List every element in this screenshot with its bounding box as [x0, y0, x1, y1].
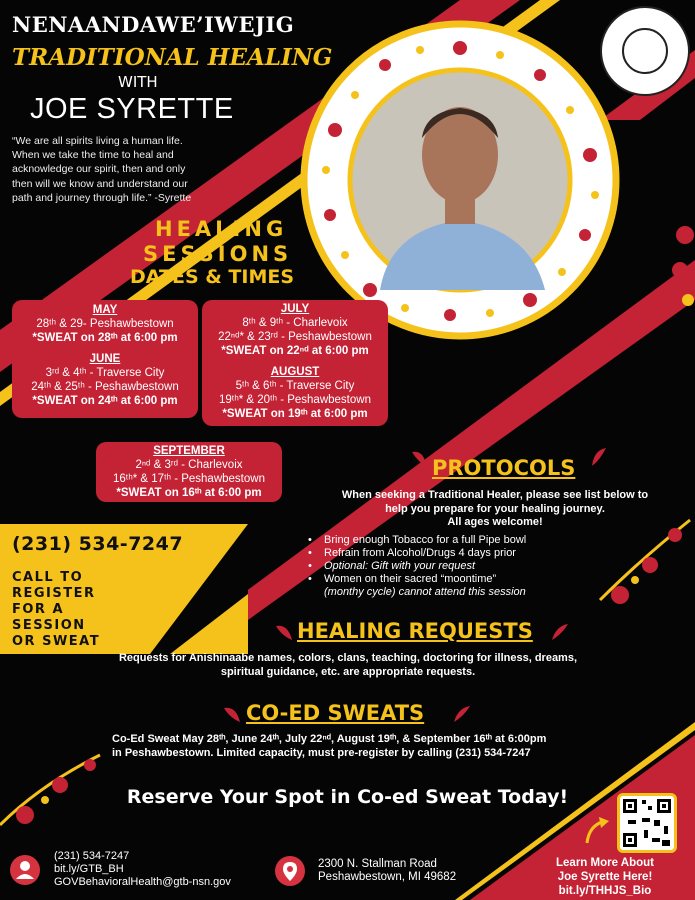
- footer-address2: Peshawbestown, MI 49682: [318, 871, 457, 883]
- call-phone-number[interactable]: (231) 534-7247: [12, 533, 184, 555]
- reserve-banner: Reserve Your Spot in Co-ed Sweat Today!: [126, 786, 569, 808]
- requests-text: [38, 651, 658, 679]
- title-line1: NENAANDAWE’IWEJIG: [12, 12, 295, 37]
- protocols-intro1: When seeking a Traditional Healer, please see list below to: [341, 489, 649, 501]
- footer-contact: [54, 850, 231, 889]
- september-sweat: *SWEAT on 16ᵗʰ at 6:00 pm: [116, 487, 262, 499]
- sessions-heading-line2: SESSIONS: [143, 242, 293, 266]
- sweats-text2a: in Peshawbestown. Limited capacity,: [112, 747, 309, 759]
- protocols-heading: PROTOCOLS: [432, 456, 576, 480]
- floral-decoration-right: [590, 500, 695, 615]
- protocol-item: • Women on their sacred “moontime”: [308, 573, 628, 586]
- sweats-text1: Co-Ed Sweat May 28ᵗʰ, June 24ᵗʰ, July 22ⁿᵈ, August 19ᵗʰ, & September 16ᵗʰ at 6:00pm: [112, 733, 547, 745]
- leaf-icon-left: [224, 708, 240, 722]
- footer-link[interactable]: bit.ly/GTB_BH: [54, 863, 124, 875]
- sweats-heading: CO-ED SWEATS: [246, 701, 425, 725]
- protocol-item-sub: (monthy cycle) cannot attend this session: [324, 586, 526, 598]
- person-icon: [10, 855, 40, 885]
- schedule-box-september: [96, 442, 282, 502]
- leaf-icon-right: [592, 448, 606, 466]
- protocol-item: • Bring enough Tobacco for a full Pipe bowl: [308, 534, 628, 547]
- month-may: MAY: [92, 304, 118, 316]
- protocols-intro3: All ages welcome!: [447, 516, 543, 528]
- may-sweat: *SWEAT on 28ᵗʰ at 6:00 pm: [32, 332, 178, 344]
- month-june: JUNE: [89, 353, 121, 365]
- learn-line2: Joe Syrette Here!: [557, 871, 653, 883]
- sessions-heading-line1: HEALING: [155, 217, 288, 241]
- learn-link[interactable]: bit.ly/THHJS_Bio: [558, 885, 652, 897]
- sessions-heading-line3: DATES & TIMES: [130, 266, 295, 288]
- september-dates2: 16ᵗʰ* & 17ᵗʰ - Peshawbestown: [113, 473, 265, 485]
- leaf-icon-left: [276, 626, 292, 640]
- sweats-text: [112, 732, 592, 760]
- floral-decoration-edge: [660, 215, 695, 310]
- month-august: AUGUST: [270, 366, 320, 378]
- july-sweat: *SWEAT on 22ⁿᵈ at 6:00 pm: [221, 345, 369, 357]
- title-line3: WITH: [118, 73, 158, 91]
- title-line4: JOE SYRETTE: [30, 93, 234, 125]
- call-line2: REGISTER: [12, 586, 96, 601]
- protocol-item: • Optional: Gift with your request: [308, 560, 628, 573]
- leaf-icon-left: [412, 452, 426, 466]
- requests-text1: Requests for Anishinaabe names, colors, clans, teaching, doctoring for illness, dreams,: [118, 652, 578, 664]
- leaf-icon-right: [454, 706, 470, 722]
- arrow-icon: [583, 815, 613, 845]
- protocols-intro2: help you prepare for your healing journey.: [385, 502, 605, 515]
- july-dates2: 22ⁿᵈ* & 23ʳᵈ - Peshawbestown: [218, 331, 372, 343]
- june-sweat: *SWEAT on 24ᵗʰ at 6:00 pm: [32, 395, 178, 407]
- july-dates1: 8ᵗʰ & 9ᵗʰ - Charlevoix: [242, 317, 348, 329]
- learn-more-text: [540, 856, 670, 898]
- protocols-list: [308, 534, 628, 599]
- call-line1: CALL TO: [12, 570, 84, 585]
- month-july: JULY: [280, 303, 310, 315]
- qr-code-icon: [620, 796, 674, 850]
- footer-address1: 2300 N. Stallman Road: [318, 858, 437, 870]
- footer-phone[interactable]: (231) 534-7247: [54, 850, 130, 862]
- sweats-text2: [112, 746, 592, 760]
- august-dates1: 5ᵗʰ & 6ᵗʰ - Traverse City: [235, 380, 355, 392]
- june-dates1: 3ʳᵈ & 4ᵗʰ - Traverse City: [45, 367, 165, 379]
- schedule-box-july-august: [202, 300, 388, 426]
- protocol-item: • Refrain from Alcohol/Drugs 4 days prior: [308, 547, 628, 560]
- month-september: SEPTEMBER: [153, 445, 225, 457]
- requests-heading: HEALING REQUESTS: [297, 619, 533, 643]
- september-dates1: 2ⁿᵈ & 3ʳᵈ - Charlevoix: [135, 459, 243, 471]
- call-line4: OR SWEAT: [12, 634, 101, 649]
- call-to-register-text: [12, 570, 142, 650]
- schedule-box-may-june: [12, 300, 198, 418]
- footer-email[interactable]: GOVBehavioralHealth@gtb-nsn.gov: [54, 876, 231, 888]
- portrait-medallion: [300, 20, 620, 340]
- syrette-quote: “We are all spirits living a human life. When we take the time to heal and acknowledge our spirit, then and only then will we know and understand our path and journey through life.” -Syrette: [12, 135, 192, 204]
- june-dates2: 24ᵗʰ & 25ᵗʰ - Peshawbestown: [31, 381, 179, 393]
- may-dates: 28ᵗʰ & 29- Peshawbestown: [36, 318, 174, 330]
- sweats-text2b: must pre-register by calling (231) 534-7247: [308, 747, 531, 759]
- footer-address: [318, 858, 456, 884]
- call-line3: FOR A SESSION: [12, 602, 86, 633]
- requests-text2: spiritual guidance, etc. are appropriate requests.: [220, 666, 476, 678]
- learn-line1: Learn More About: [556, 857, 654, 869]
- location-pin-icon: [275, 856, 305, 886]
- leaf-icon-right: [552, 624, 568, 640]
- seal-emblem-icon: [622, 28, 668, 74]
- title-line2: TRADITIONAL HEALING: [12, 44, 333, 71]
- august-dates2: 19ᵗʰ* & 20ᵗʰ - Peshawbestown: [219, 394, 371, 406]
- tribal-seal-logo: [600, 6, 690, 96]
- august-sweat: *SWEAT on 19ᵗʰ at 6:00 pm: [222, 408, 368, 420]
- qr-code[interactable]: [617, 793, 677, 853]
